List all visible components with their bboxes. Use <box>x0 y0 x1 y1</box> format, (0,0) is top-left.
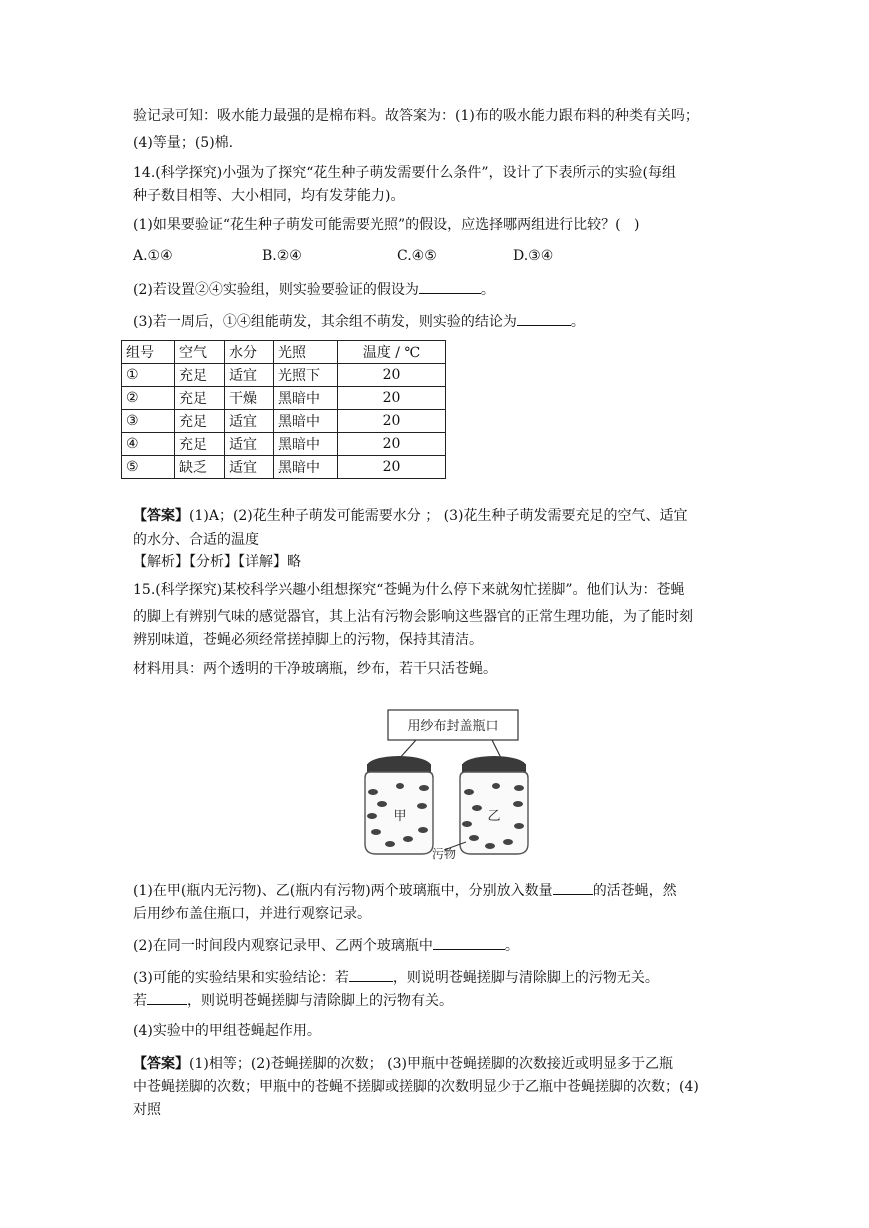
question-14-sub-1: (1)如果要验证“花生种子萌发可能需要光照”的假设，应选择哪两组进行比较？( ) <box>133 217 640 233</box>
sub-3-text: (3)可能的实验结果和实验结论：若 <box>133 970 349 986</box>
table-cell: 适宜 <box>225 433 274 456</box>
answer-15-cont: 对照 <box>133 1102 161 1118</box>
jar-yi <box>460 756 528 854</box>
sub-2-end: 。 <box>480 282 495 298</box>
question-14-sub-3 <box>133 311 585 332</box>
experiment-table <box>121 340 446 479</box>
table-cell: 适宜 <box>225 456 274 479</box>
question-15-stem: 辨别味道，苍蝇必须经常搓掉脚上的污物，保持其清洁。 <box>133 632 483 648</box>
jar-label-yi: 乙 <box>487 809 501 824</box>
question-14-stem: 种子数目相等、大小相同，均有发芽能力)。 <box>133 188 405 204</box>
table-cell: 20 <box>338 387 446 410</box>
question-15-sub-1 <box>133 880 677 901</box>
answer-text: (1)A；(2)花生种子萌发可能需要水分 ； (3)花生种子萌发需要充足的空气、适宜 <box>189 508 688 524</box>
table-header-cell: 水分 <box>225 341 274 364</box>
sub-2-text: (2)若设置②④实验组，则实验要验证的假设为 <box>133 282 419 298</box>
table-cell: 20 <box>338 410 446 433</box>
answer-blank <box>419 279 481 294</box>
table-row <box>122 456 446 479</box>
jar-jia <box>365 756 433 854</box>
fly-jars-figure <box>356 706 560 862</box>
option-c: C.④⑤ <box>397 248 437 264</box>
table-cell: 20 <box>338 433 446 456</box>
table-header-cell: 光照 <box>274 341 338 364</box>
label-box-text: 用纱布封盖瓶口 <box>407 719 499 734</box>
answer-blank <box>349 967 393 982</box>
table-header-cell: 组号 <box>122 341 175 364</box>
table-cell: 干燥 <box>225 387 274 410</box>
answer-blank <box>147 990 187 1005</box>
table-cell: ④ <box>122 433 175 456</box>
table-cell: 充足 <box>175 387 225 410</box>
answer-14 <box>133 506 688 526</box>
table-cell: ① <box>122 364 175 387</box>
table-cell: ② <box>122 387 175 410</box>
question-15-sub-2 <box>133 935 519 956</box>
table-cell: 充足 <box>175 364 225 387</box>
question-15-stem: 15.(科学探究)某校科学兴趣小组想探究“苍蝇为什么停下来就匆忙搓脚”。他们认为：苍蝇 <box>133 582 685 598</box>
table-row <box>122 364 446 387</box>
sub-3-if: 若 <box>133 993 147 1009</box>
paragraph-line: 验记录可知：吸水能力最强的是棉布料。故答案为：(1)布的吸水能力跟布料的种类有关吗； <box>133 108 699 124</box>
table-cell: 缺乏 <box>175 456 225 479</box>
table-cell: 充足 <box>175 433 225 456</box>
answer-blank <box>433 935 505 950</box>
analysis-14: 【解析】【分析】【详解】略 <box>133 554 301 570</box>
question-15-sub-4: (4)实验中的甲组苍蝇起作用。 <box>133 1023 321 1039</box>
question-15-sub-3 <box>133 967 659 988</box>
table-cell: ③ <box>122 410 175 433</box>
question-15-sub-3-cont <box>133 990 453 1011</box>
question-15-sub-1-cont: 后用纱布盖住瓶口，并进行观察记录。 <box>133 906 371 922</box>
answer-15 <box>133 1054 673 1074</box>
table-cell: 黑暗中 <box>274 410 338 433</box>
answer-blank <box>553 880 593 895</box>
answer-text: (1)相等；(2)苍蝇搓脚的次数； (3)甲瓶中苍蝇搓脚的次数接近或明显多于乙瓶 <box>189 1056 673 1072</box>
sub-3-text-cont: ，则说明苍蝇搓脚与清除脚上的污物无关。 <box>392 970 659 986</box>
table-cell: 适宜 <box>225 364 274 387</box>
table-cell: 20 <box>338 456 446 479</box>
sub-3-text-end: ，则说明苍蝇搓脚与清除脚上的污物有关。 <box>187 993 453 1009</box>
sub-3-end: 。 <box>570 314 585 330</box>
table-header-cell: 空气 <box>175 341 225 364</box>
table-cell: 充足 <box>175 410 225 433</box>
sub-3-text: (3)若一周后，①④组能萌发，其余组不萌发，则实验的结论为 <box>133 314 517 330</box>
option-a: A.①④ <box>133 248 173 264</box>
table-cell: 适宜 <box>225 410 274 433</box>
table-cell: 光照下 <box>274 364 338 387</box>
sub-1-text: (1)在甲(瓶内无污物)、乙(瓶内有污物)两个玻璃瓶中，分别放入数量 <box>133 883 553 899</box>
dirt-label: 污物 <box>432 847 457 861</box>
answer-15-cont: 中苍蝇搓脚的次数；甲瓶中的苍蝇不搓脚或搓脚的次数明显少于乙瓶中苍蝇搓脚的次数；(4) <box>133 1079 699 1095</box>
table-cell: 黑暗中 <box>274 433 338 456</box>
table-row <box>122 410 446 433</box>
sub-1-text-cont: 的活苍蝇，然 <box>592 883 677 899</box>
answer-blank <box>517 311 571 326</box>
paragraph-line: (4)等量；(5)棉. <box>133 135 234 151</box>
materials-line: 材料用具：两个透明的干净玻璃瓶，纱布，若干只活苍蝇。 <box>133 661 497 677</box>
answer-label: 【答案】 <box>133 508 189 524</box>
jar-label-jia: 甲 <box>393 809 407 824</box>
option-d: D.③④ <box>513 248 554 264</box>
table-header-cell: 温度 / ℃ <box>338 341 446 364</box>
sub-2-text: (2)在同一时间段内观察记录甲、乙两个玻璃瓶中 <box>133 938 433 954</box>
sub-2-end: 。 <box>504 938 519 954</box>
table-header-row <box>122 341 446 364</box>
question-14-stem: 14.(科学探究)小强为了探究“花生种子萌发需要什么条件”，设计了下表所示的实验(每组 <box>133 165 676 181</box>
option-b: B.②④ <box>262 248 302 264</box>
question-14-sub-2 <box>133 279 495 300</box>
table-row <box>122 387 446 410</box>
answer-14-cont: 的水分、合适的温度 <box>133 532 259 548</box>
table-row <box>122 433 446 456</box>
answer-label: 【答案】 <box>133 1056 189 1072</box>
table-cell: 黑暗中 <box>274 387 338 410</box>
question-15-stem: 的脚上有辨别气味的感觉器官，其上沾有污物会影响这些器官的正常生理功能，为了能时刻 <box>133 609 693 625</box>
table-cell: 黑暗中 <box>274 456 338 479</box>
table-cell: 20 <box>338 364 446 387</box>
table-cell: ⑤ <box>122 456 175 479</box>
